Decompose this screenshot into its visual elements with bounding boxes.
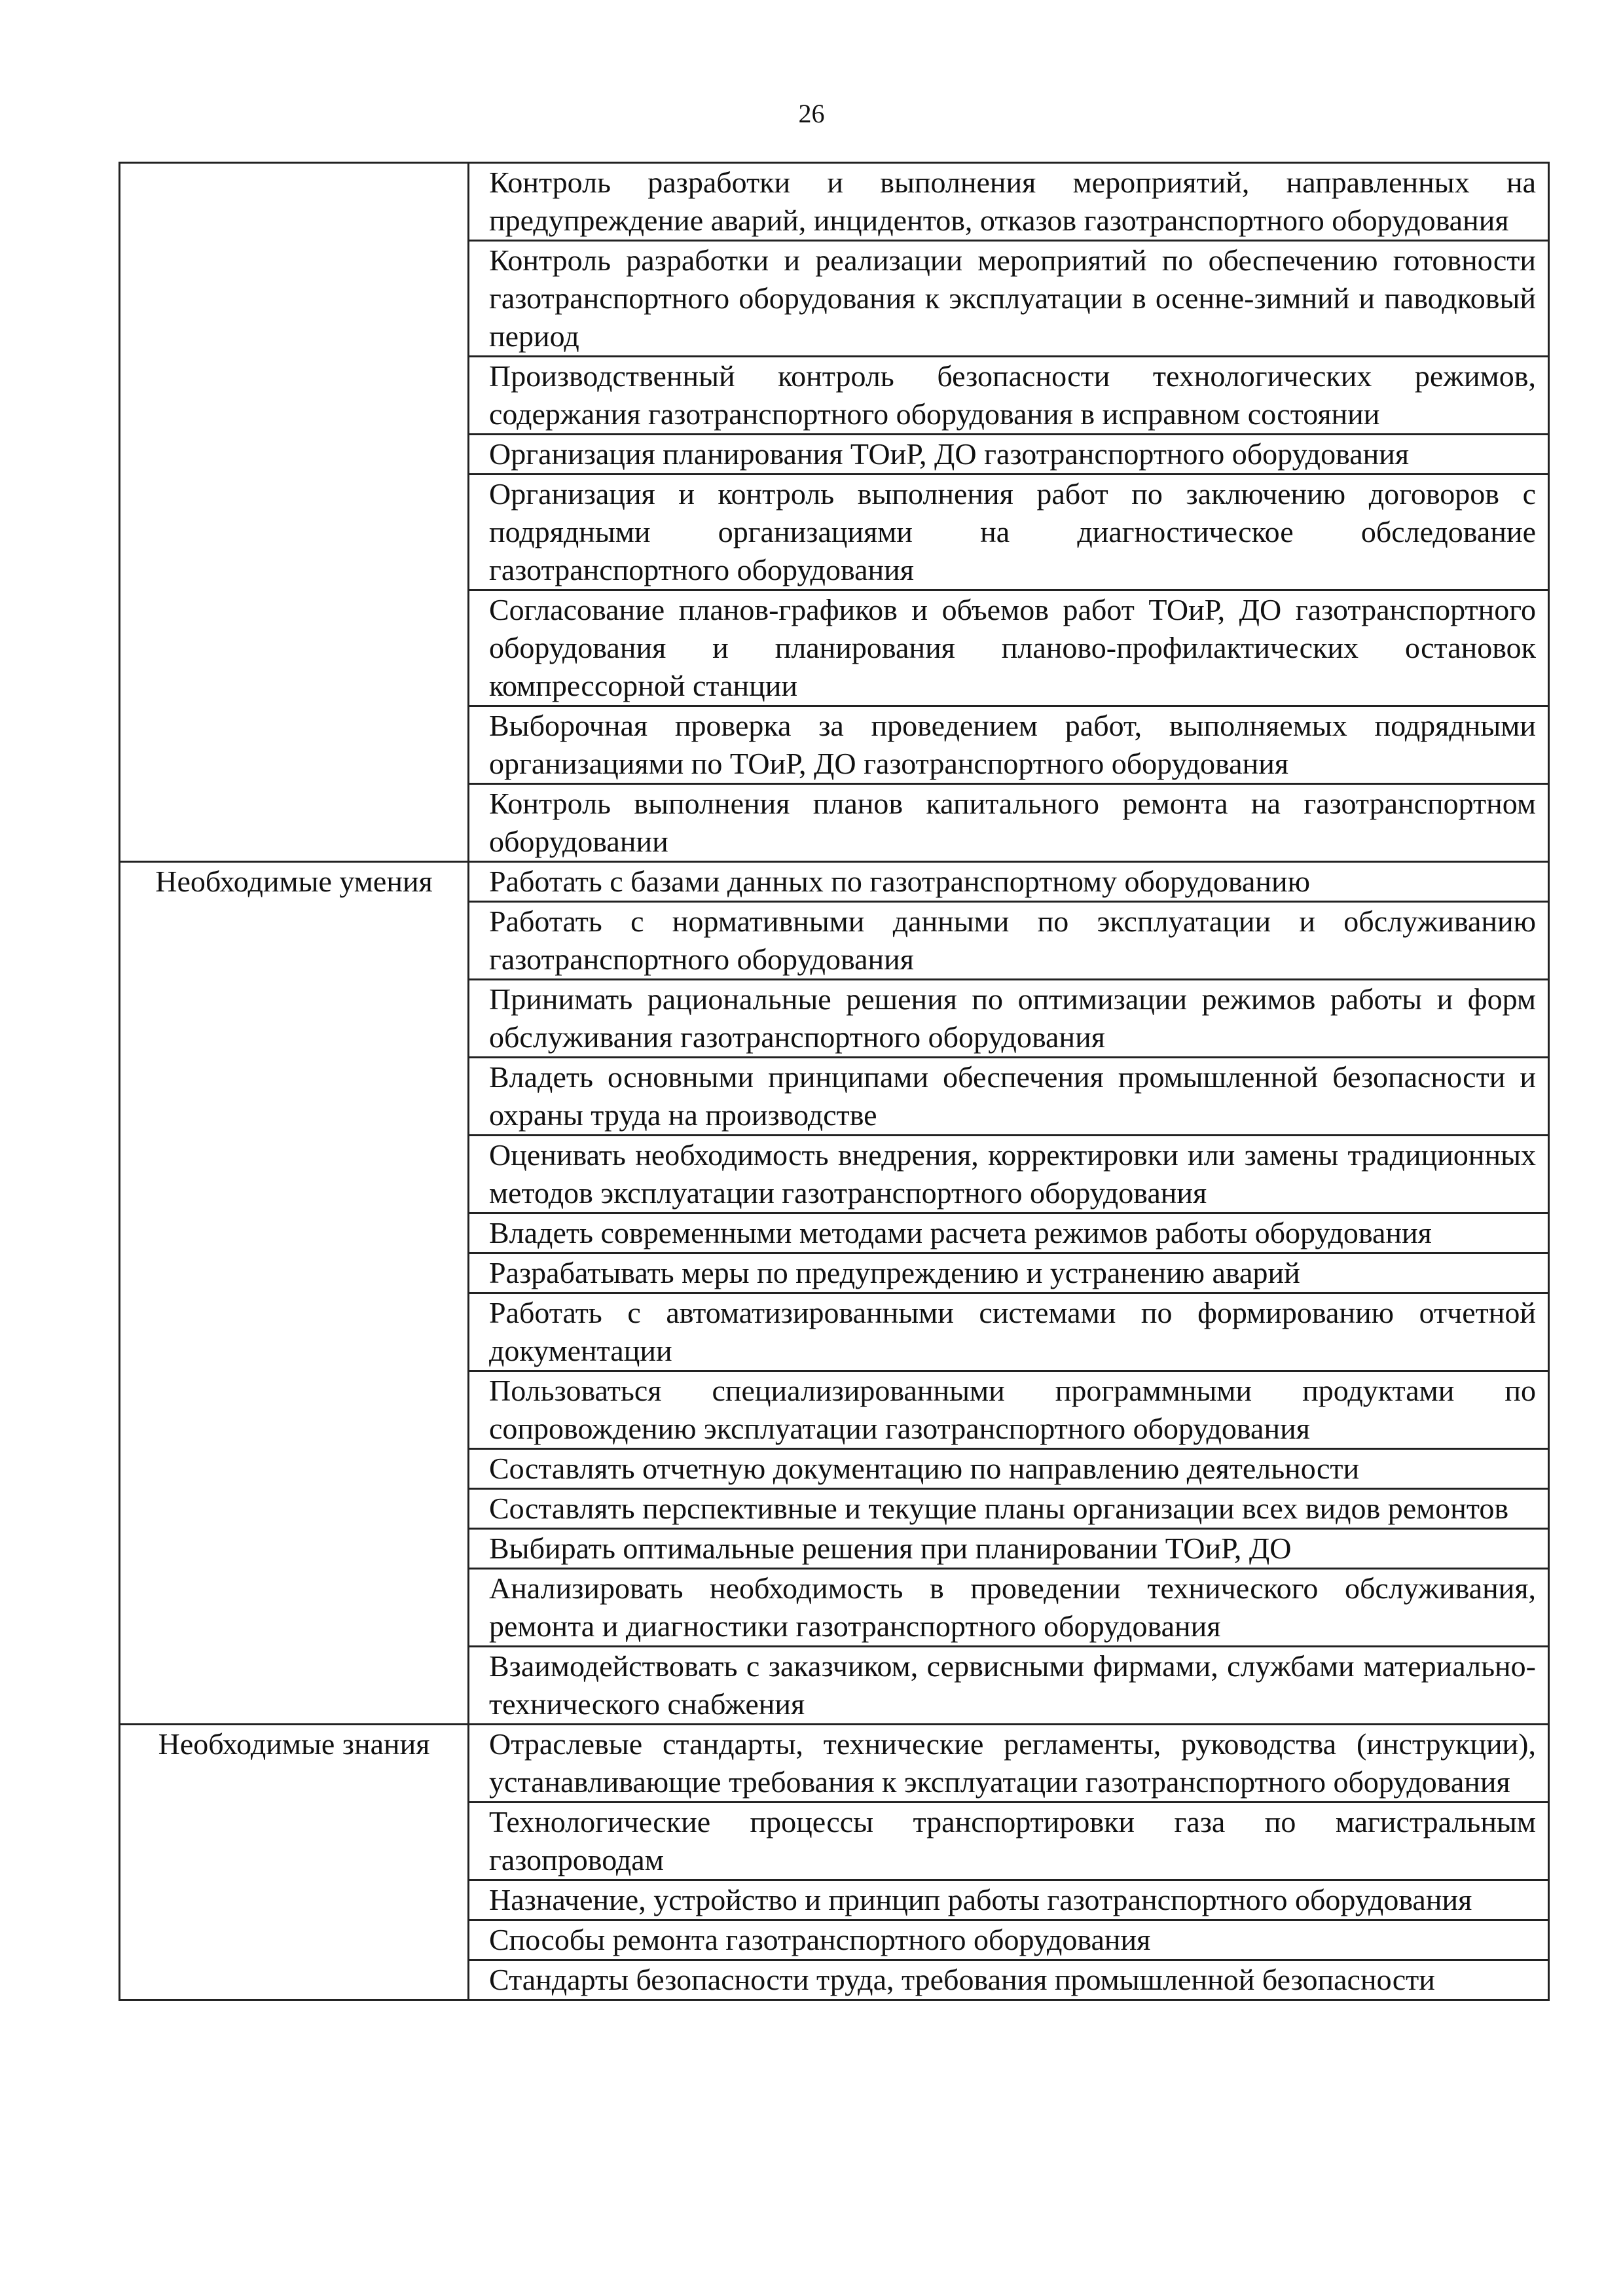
competency-table: [119, 162, 1550, 2001]
item-cell: Способы ремонта газотранспортного оборудования: [469, 1920, 1549, 1960]
item-cell: Выборочная проверка за проведением работ, выполняемых подрядными организациями по ТОиР, ДО газотранспортного оборудования: [469, 706, 1549, 784]
table-row: [120, 163, 1549, 241]
item-cell: Согласование планов-графиков и объемов работ ТОиР, ДО газотранспортного оборудования и планирования планово-профилактических остановок компрессорной станции: [469, 590, 1549, 706]
item-cell: Владеть основными принципами обеспечения промышленной безопасности и охраны труда на производстве: [469, 1058, 1549, 1136]
page-number: 26: [798, 99, 825, 128]
item-cell: Владеть современными методами расчета режимов работы оборудования: [469, 1213, 1549, 1253]
item-cell: Назначение, устройство и принцип работы газотранспортного оборудования: [469, 1880, 1549, 1920]
category-cell: Необходимые знания: [120, 1725, 469, 2000]
item-cell: Отраслевые стандарты, технические регламенты, руководства (инструкции), устанавливающие требования к эксплуатации газотранспортного оборудования: [469, 1725, 1549, 1803]
item-cell: Контроль разработки и реализации мероприятий по обеспечению готовности газотранспортного оборудования к эксплуатации в осенне-зимний и паводковый период: [469, 241, 1549, 357]
item-cell: Производственный контроль безопасности технологических режимов, содержания газотранспортного оборудования в исправном состоянии: [469, 357, 1549, 435]
item-cell: Организация планирования ТОиР, ДО газотранспортного оборудования: [469, 435, 1549, 475]
item-cell: Работать с базами данных по газотранспортному оборудованию: [469, 862, 1549, 902]
item-cell: Анализировать необходимость в проведении технического обслуживания, ремонта и диагностики газотранспортного оборудования: [469, 1569, 1549, 1647]
item-cell: Оценивать необходимость внедрения, корректировки или замены традиционных методов эксплуатации газотранспортного оборудования: [469, 1136, 1549, 1213]
item-cell: Организация и контроль выполнения работ по заключению договоров с подрядными организациями на диагностическое обследование газотранспортного оборудования: [469, 475, 1549, 590]
item-cell: Взаимодействовать с заказчиком, сервисными фирмами, службами материально-технического снабжения: [469, 1647, 1549, 1725]
item-cell: Работать с нормативными данными по эксплуатации и обслуживанию газотранспортного оборудования: [469, 902, 1549, 980]
table-row: [120, 862, 1549, 902]
category-cell: Необходимые умения: [120, 862, 469, 1725]
table-row: [120, 1725, 1549, 1803]
item-cell: Составлять отчетную документацию по направлению деятельности: [469, 1449, 1549, 1489]
category-cell-continued: [120, 163, 469, 862]
item-cell: Контроль выполнения планов капитального ремонта на газотранспортном оборудовании: [469, 784, 1549, 862]
competency-table-body: [120, 163, 1549, 2000]
item-cell: Технологические процессы транспортировки газа по магистральным газопроводам: [469, 1803, 1549, 1880]
item-cell: Разрабатывать меры по предупреждению и устранению аварий: [469, 1253, 1549, 1293]
item-cell: Стандарты безопасности труда, требования промышленной безопасности: [469, 1960, 1549, 2000]
item-cell: Контроль разработки и выполнения мероприятий, направленных на предупреждение аварий, инцидентов, отказов газотранспортного оборудования: [469, 163, 1549, 241]
item-cell: Выбирать оптимальные решения при планировании ТОиР, ДО: [469, 1529, 1549, 1569]
item-cell: Принимать рациональные решения по оптимизации режимов работы и форм обслуживания газотранспортного оборудования: [469, 980, 1549, 1058]
item-cell: Пользоваться специализированными программными продуктами по сопровождению эксплуатации газотранспортного оборудования: [469, 1371, 1549, 1449]
item-cell: Работать с автоматизированными системами по формированию отчетной документации: [469, 1293, 1549, 1371]
item-cell: Составлять перспективные и текущие планы организации всех видов ремонтов: [469, 1489, 1549, 1529]
